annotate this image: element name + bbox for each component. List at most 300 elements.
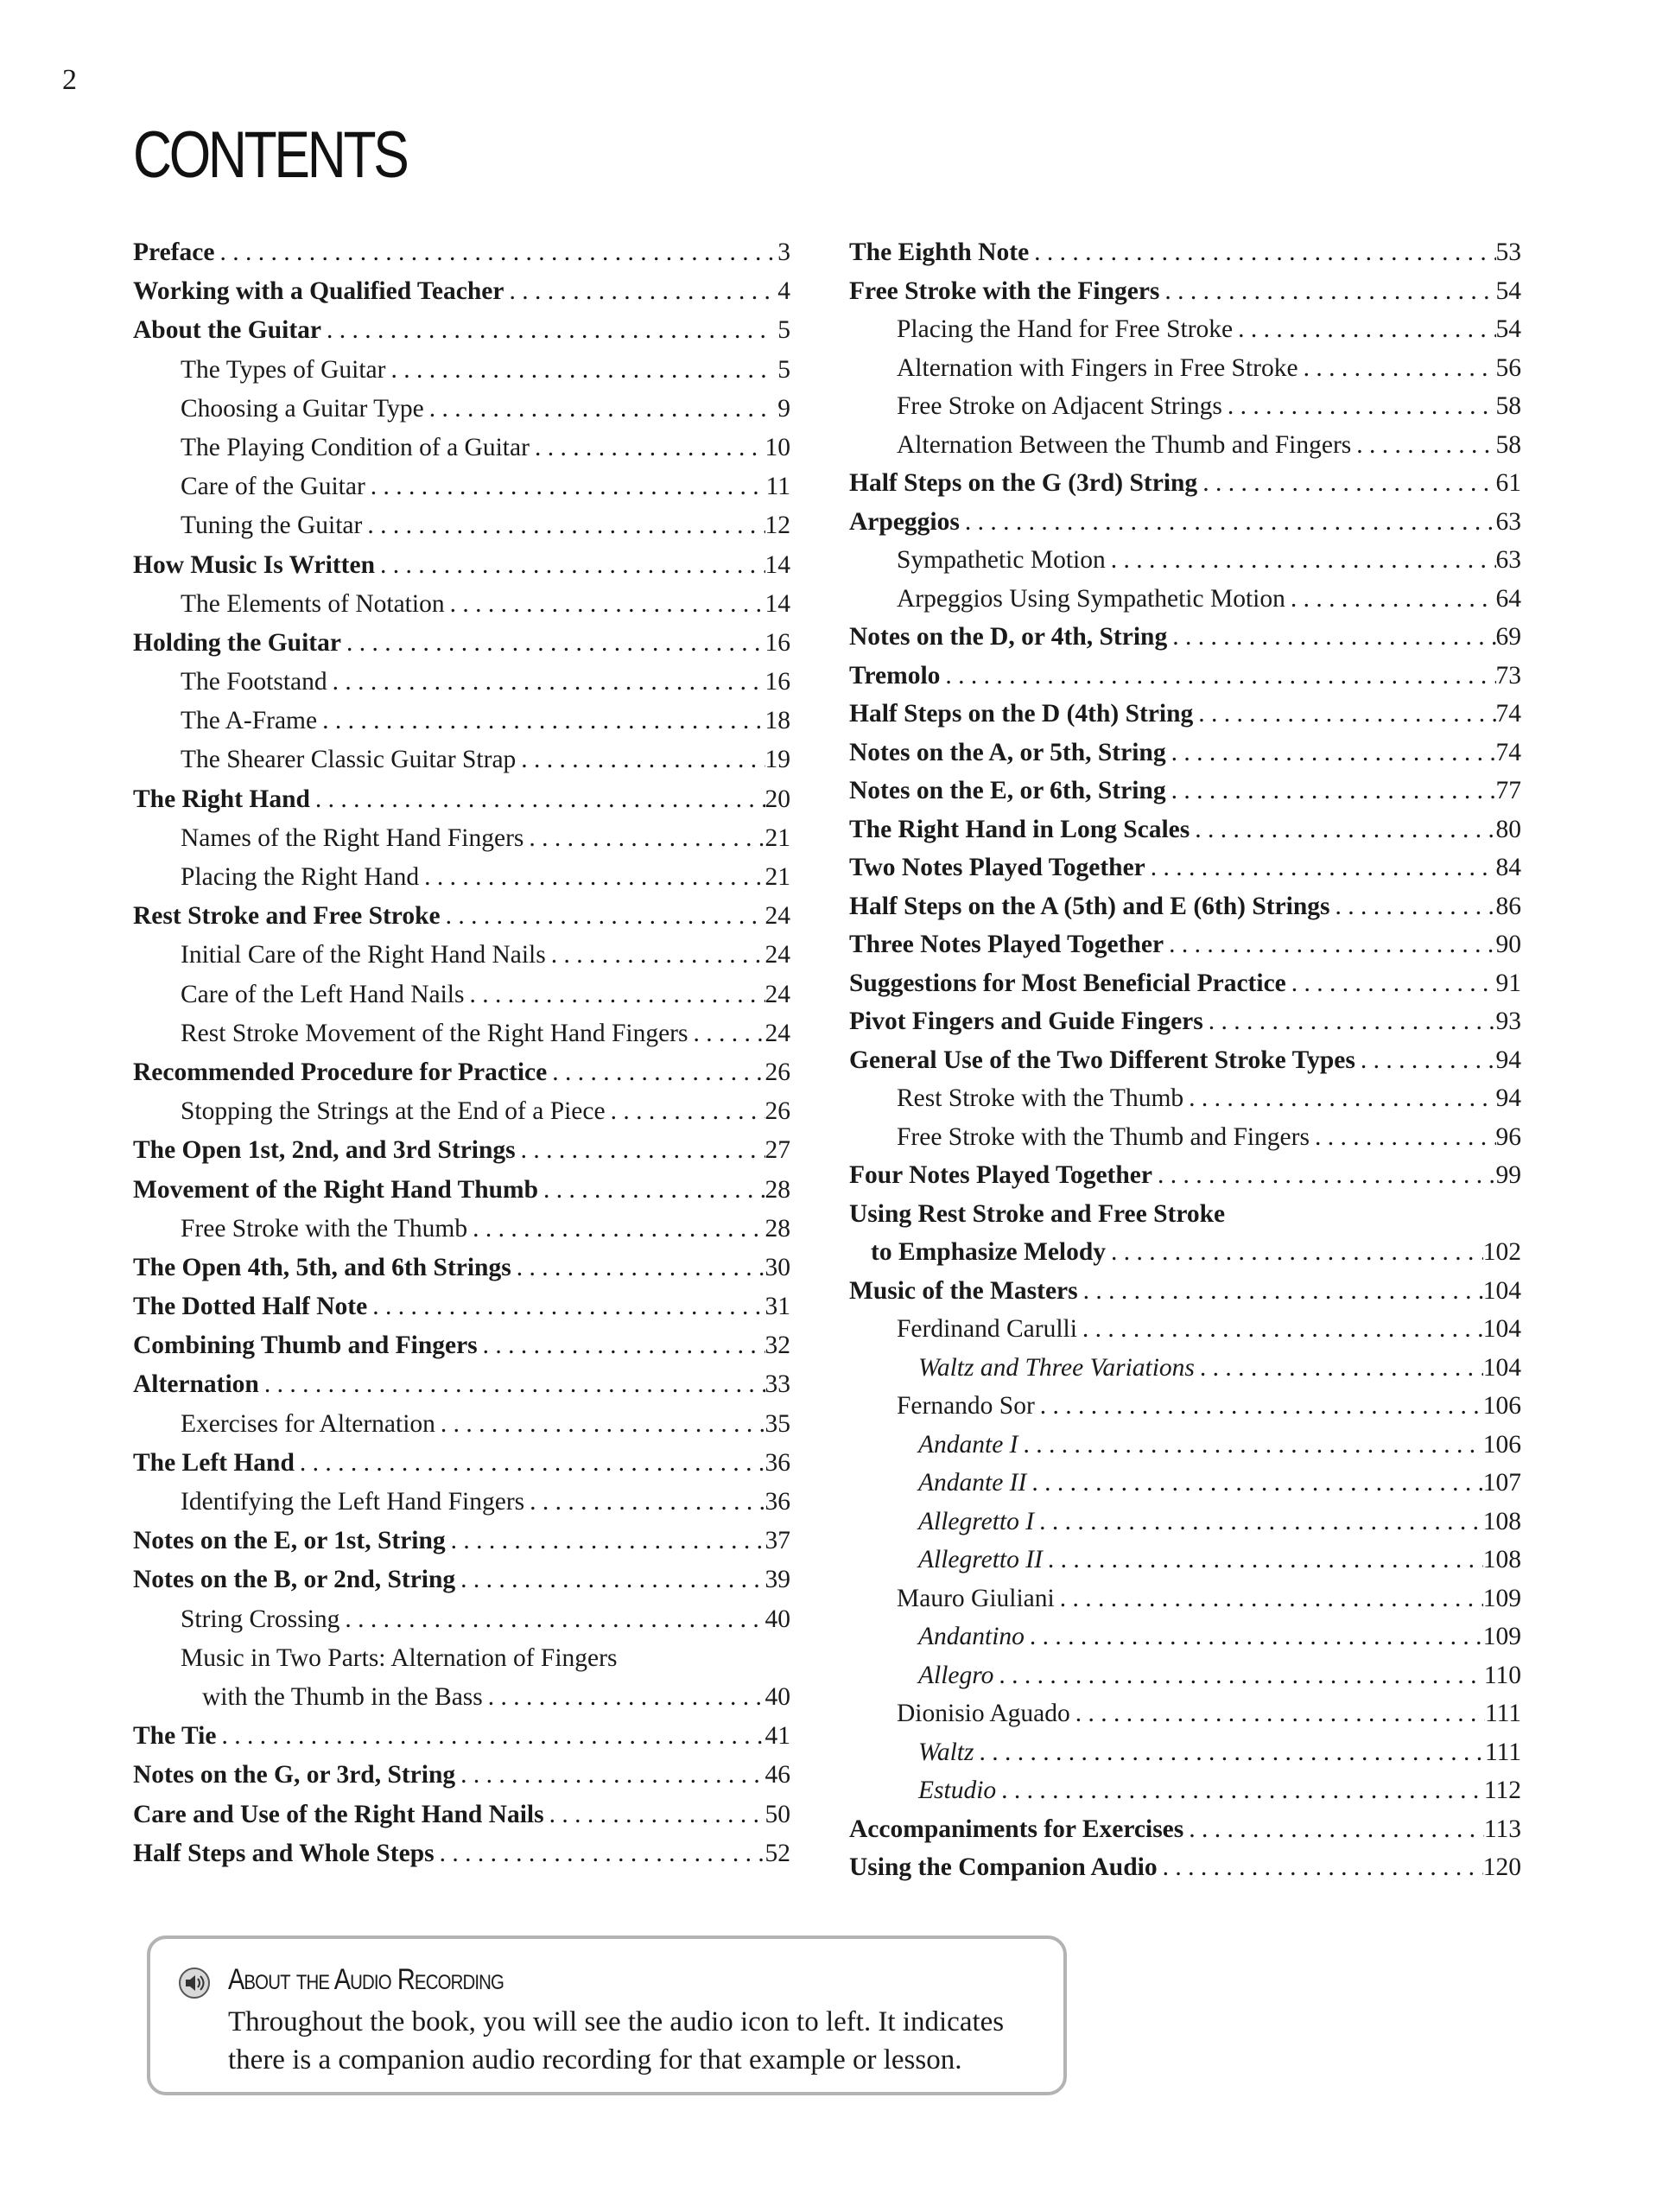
toc-entry-title: Half Steps on the D (4th) String — [849, 700, 1194, 728]
dot-leader — [327, 663, 765, 702]
dot-leader — [516, 1131, 765, 1170]
toc-entry-title: Care of the Left Hand Nails — [181, 980, 465, 1008]
toc-entry-page: 111 — [1484, 1738, 1521, 1766]
dot-leader — [1034, 1503, 1483, 1541]
toc-entry — [133, 1053, 790, 1092]
toc-entry-title: Three Notes Played Together — [849, 931, 1164, 958]
toc-entry — [133, 1522, 790, 1560]
dot-leader — [1026, 1464, 1482, 1503]
dot-leader — [1077, 1310, 1483, 1349]
toc-entry — [133, 1131, 790, 1170]
toc-entry — [849, 1733, 1521, 1772]
toc-entry — [133, 546, 790, 585]
toc-entry — [849, 1310, 1521, 1349]
toc-entry-title: Dionisio Aguado — [897, 1700, 1070, 1727]
dot-leader — [1193, 695, 1495, 734]
toc-entry — [849, 349, 1521, 388]
toc-entry-page: 91 — [1495, 969, 1521, 997]
toc-entry-page: 24 — [765, 902, 790, 931]
toc-entry-page: 112 — [1483, 1777, 1521, 1804]
toc-entry — [133, 1600, 790, 1639]
toc-entry-title: Working with a Qualified Teacher — [133, 277, 504, 306]
toc-entry — [849, 233, 1521, 272]
toc-entry — [133, 741, 790, 779]
toc-entry-title: Fernando Sor — [897, 1392, 1035, 1420]
dot-leader — [1310, 1118, 1496, 1157]
dot-leader — [441, 897, 765, 936]
toc-entry — [849, 1771, 1521, 1810]
toc-entry — [849, 1618, 1521, 1656]
toc-entry-page: 80 — [1495, 815, 1521, 843]
toc-entry-title: Placing the Hand for Free Stroke — [897, 315, 1234, 343]
toc-entry-title: Andantino — [918, 1623, 1025, 1650]
toc-entry-title: Placing the Right Hand — [181, 863, 420, 891]
audio-recording-note — [147, 1936, 1067, 2095]
toc-entry-page: 12 — [765, 512, 790, 540]
toc-entry-page: 21 — [765, 823, 790, 852]
toc-entry-page: 108 — [1482, 1507, 1521, 1535]
toc-entry — [133, 976, 790, 1014]
toc-entry — [849, 580, 1521, 619]
toc-entry — [133, 1326, 790, 1365]
toc-entry-title: The Footstand — [181, 668, 327, 696]
toc-entry-title: Notes on the E, or 6th, String — [849, 777, 1166, 804]
toc-entry-page: 31 — [765, 1293, 790, 1321]
toc-entry-page: 37 — [765, 1527, 790, 1555]
dot-leader — [530, 429, 765, 467]
dot-leader — [424, 390, 773, 429]
toc-entry-page: 64 — [1495, 584, 1521, 613]
dot-leader — [1018, 1426, 1483, 1465]
dot-leader — [1078, 1272, 1483, 1311]
toc-entry-title: The Right Hand in Long Scales — [849, 815, 1190, 843]
toc-entry-page: 33 — [765, 1370, 790, 1399]
toc-entry-page: 63 — [1495, 507, 1521, 536]
toc-entry — [133, 897, 790, 936]
toc-entry — [133, 858, 790, 897]
toc-entry — [849, 1079, 1521, 1118]
toc-entry-page: 54 — [1495, 315, 1521, 343]
toc-entry-title: General Use of the Two Different Stroke Types — [849, 1046, 1355, 1074]
toc-entry — [133, 1444, 790, 1483]
toc-entry-page: 46 — [765, 1761, 790, 1789]
toc-entry-title: About the Guitar — [133, 316, 321, 345]
dot-leader — [310, 780, 765, 819]
toc-entry-title: Rest Stroke and Free Stroke — [133, 902, 441, 931]
dot-leader — [1190, 810, 1495, 849]
toc-entry-title: Rest Stroke with the Thumb — [897, 1084, 1184, 1112]
toc-entry-page: 39 — [765, 1566, 790, 1594]
toc-entry-page: 74 — [1495, 738, 1521, 766]
dot-leader — [339, 1600, 765, 1639]
toc-entry-title: Using the Companion Audio — [849, 1853, 1158, 1881]
dot-leader — [362, 506, 765, 545]
toc-entry-page: 110 — [1483, 1661, 1521, 1689]
toc-entry — [133, 351, 790, 390]
dot-leader — [1183, 1079, 1495, 1118]
toc-entry-page: 36 — [765, 1488, 790, 1516]
toc-entry-page: 106 — [1482, 1392, 1521, 1420]
dot-leader — [1159, 272, 1495, 311]
toc-entry-title: with the Thumb in the Bass — [202, 1682, 483, 1711]
toc-entry-title: Preface — [133, 238, 215, 266]
speaker-icon — [178, 1967, 211, 1999]
toc-entry — [133, 1249, 790, 1287]
toc-entry — [849, 964, 1521, 1003]
toc-entry-title: Half Steps on the G (3rd) String — [849, 469, 1198, 497]
toc-entry-page: 61 — [1495, 469, 1521, 497]
toc-entry-title: Waltz and Three Variations — [918, 1353, 1195, 1382]
toc-entry — [849, 464, 1521, 503]
page-number: 2 — [62, 64, 77, 96]
toc-entry-page: 3 — [777, 238, 790, 266]
toc-entry-title: Names of the Right Hand Fingers — [181, 823, 524, 852]
toc-entry — [849, 657, 1521, 696]
dot-leader — [1233, 310, 1495, 349]
dot-leader — [1286, 964, 1496, 1003]
toc-entry-page: 94 — [1495, 1046, 1521, 1074]
toc-entry — [849, 272, 1521, 311]
toc-entry-page: 40 — [765, 1605, 790, 1633]
toc-entry-page: 104 — [1482, 1276, 1521, 1305]
toc-entry-page: 111 — [1484, 1700, 1521, 1727]
toc-entry-page: 52 — [765, 1839, 790, 1867]
toc-entry-page: 56 — [1495, 353, 1521, 382]
dot-leader — [216, 1717, 765, 1756]
toc-entry — [849, 503, 1521, 542]
toc-entry-title: Free Stroke with the Fingers — [849, 276, 1160, 305]
dot-leader — [1029, 233, 1495, 272]
toc-entry-title: The Shearer Classic Guitar Strap — [181, 746, 517, 774]
toc-entry-page: 69 — [1495, 623, 1521, 651]
toc-entry-title: Half Steps on the A (5th) and E (6th) Strings — [849, 892, 1330, 920]
toc-entry-page: 86 — [1495, 892, 1521, 920]
dot-leader — [446, 1522, 765, 1560]
dot-leader — [1055, 1580, 1483, 1618]
toc-entry-page: 50 — [765, 1800, 790, 1828]
dot-leader — [516, 741, 765, 779]
toc-entry-page: 14 — [765, 550, 790, 579]
toc-entry-page: 9 — [777, 394, 790, 423]
dot-leader — [974, 1733, 1485, 1772]
toc-entry — [133, 429, 790, 467]
toc-entry — [849, 1848, 1521, 1887]
dot-leader — [435, 1405, 765, 1444]
dot-leader — [1070, 1694, 1485, 1733]
toc-entry-page: 4 — [777, 277, 790, 306]
toc-entry-title: Tuning the Guitar — [181, 512, 363, 540]
toc-entry — [849, 387, 1521, 426]
toc-entry-title: Arpeggios Using Sympathetic Motion — [897, 584, 1285, 613]
toc-entry-page: 107 — [1482, 1469, 1521, 1497]
toc-entry — [133, 1210, 790, 1249]
dot-leader — [214, 233, 773, 272]
toc-entry — [133, 272, 790, 311]
audio-description: Throughout the book, you will see the audio icon to left. It indicates there is a companion audio recording for that example or lesson. — [228, 2006, 1005, 2075]
dot-leader — [478, 1326, 765, 1365]
toc-entry-title: Accompaniments for Exercises — [849, 1815, 1184, 1843]
dot-leader — [523, 819, 765, 858]
toc-entry — [849, 541, 1521, 580]
toc-entry-page: 104 — [1482, 1353, 1521, 1382]
toc-entry-title: Mauro Giuliani — [897, 1584, 1055, 1612]
dot-leader — [940, 657, 1495, 696]
toc-entry-page: 27 — [765, 1136, 790, 1165]
dot-leader — [1285, 580, 1496, 619]
dot-leader — [455, 1756, 765, 1795]
toc-entry — [849, 1656, 1521, 1695]
toc-entry — [133, 311, 790, 350]
dot-leader — [688, 1014, 765, 1053]
toc-entry-title: The Playing Condition of a Guitar — [181, 433, 530, 461]
toc-entry — [849, 887, 1521, 926]
toc-entry-title: Free Stroke on Adjacent Strings — [897, 392, 1222, 420]
dot-leader — [483, 1678, 765, 1717]
toc-entry-title: Choosing a Guitar Type — [181, 394, 424, 423]
toc-entry-page: 74 — [1495, 700, 1521, 728]
toc-entry — [849, 1464, 1521, 1503]
toc-entry-title: The Open 4th, 5th, and 6th Strings — [133, 1253, 511, 1281]
toc-entry-title: The Eighth Note — [849, 238, 1030, 266]
toc-entry-title: The Elements of Notation — [181, 589, 445, 618]
toc-entry-page: 16 — [765, 628, 790, 657]
toc-entry-page: 24 — [765, 980, 790, 1008]
toc-entry-page: 5 — [777, 316, 790, 345]
dot-leader — [1035, 1387, 1483, 1426]
toc-entry-title: Half Steps and Whole Steps — [133, 1839, 435, 1867]
toc-entry-page: 14 — [765, 589, 790, 618]
toc-entry — [849, 772, 1521, 810]
toc-entry — [849, 310, 1521, 349]
toc-entry — [133, 702, 790, 741]
toc-entry — [133, 1287, 790, 1326]
toc-entry-title: The Types of Guitar — [181, 355, 386, 384]
toc-entry-title: Waltz — [918, 1738, 974, 1766]
dot-leader — [1167, 618, 1495, 657]
toc-entry-title: Suggestions for Most Beneficial Practice — [849, 969, 1286, 997]
dot-leader — [538, 1171, 765, 1210]
toc-entry-title: Free Stroke with the Thumb — [181, 1214, 468, 1243]
toc-entry-page: 109 — [1482, 1584, 1521, 1612]
dot-leader — [996, 1771, 1484, 1810]
toc-entry-page: 109 — [1482, 1623, 1521, 1650]
toc-entry-title: Tremolo — [849, 661, 941, 690]
dot-leader — [1355, 1041, 1496, 1080]
toc-entry-title: Holding the Guitar — [133, 628, 341, 657]
toc-entry-title: Two Notes Played Together — [849, 854, 1145, 881]
dot-leader — [321, 311, 773, 350]
toc-entry — [133, 1560, 790, 1599]
dot-leader — [546, 936, 765, 975]
toc-entry-page: 16 — [765, 668, 790, 696]
dot-leader — [1166, 734, 1496, 772]
toc-entry-title: Estudio — [918, 1777, 997, 1804]
toc-entry-title: Stopping the Strings at the End of a Piece — [181, 1097, 606, 1126]
toc-entry-title: Notes on the G, or 3rd, String — [133, 1761, 456, 1789]
dot-leader — [606, 1092, 765, 1131]
dot-leader — [464, 976, 765, 1014]
toc-entry-title: Notes on the D, or 4th, String — [849, 623, 1168, 651]
toc-entry-title: The Dotted Half Note — [133, 1293, 368, 1321]
toc-entry-title: Rest Stroke Movement of the Right Hand Fingers — [181, 1019, 688, 1047]
toc-entry-page: 40 — [765, 1682, 790, 1711]
toc-entry-title: The Open 1st, 2nd, and 3rd Strings — [133, 1136, 516, 1165]
toc-entry — [849, 1195, 1521, 1234]
toc-entry — [849, 1541, 1521, 1580]
toc-entry — [849, 1349, 1521, 1388]
toc-entry-title: How Music Is Written — [133, 550, 375, 579]
toc-entry-page: 58 — [1495, 392, 1521, 420]
toc-entry-title: Identifying the Left Hand Fingers — [181, 1488, 525, 1516]
toc-entry-title: Alternation Between the Thumb and Fingers — [897, 430, 1352, 459]
dot-leader — [1197, 464, 1495, 503]
toc-entry-title: String Crossing — [181, 1605, 340, 1633]
toc-entry-page: 73 — [1495, 661, 1521, 690]
toc-entry — [849, 1503, 1521, 1541]
toc-entry-title: Alternation with Fingers in Free Stroke — [897, 353, 1298, 382]
toc-entry — [133, 1796, 790, 1834]
toc-entry — [849, 810, 1521, 849]
dot-leader — [1329, 887, 1495, 926]
toc-right-column — [849, 233, 1521, 1887]
dot-leader — [259, 1365, 765, 1404]
toc-entry-title: Using Rest Stroke and Free Stroke — [849, 1199, 1226, 1228]
dot-leader — [1164, 925, 1495, 964]
dot-leader — [1203, 1002, 1496, 1041]
dot-leader — [1043, 1541, 1483, 1580]
toc-entry-title: Care and Use of the Right Hand Nails — [133, 1800, 544, 1828]
toc-entry — [849, 1426, 1521, 1465]
audio-heading: About the Audio Recording — [228, 1963, 504, 1996]
dot-leader — [1152, 1156, 1496, 1195]
toc-entry — [133, 1639, 790, 1678]
toc-entry — [133, 1092, 790, 1131]
toc-entry-page: 120 — [1482, 1853, 1521, 1881]
dot-leader — [547, 1053, 765, 1092]
toc-entry-title: Sympathetic Motion — [897, 546, 1106, 574]
toc-entry-page: 90 — [1495, 931, 1521, 958]
toc-entry-title: Ferdinand Carulli — [897, 1315, 1077, 1343]
dot-leader — [993, 1656, 1483, 1695]
toc-entry-page: 26 — [765, 1097, 790, 1126]
toc-entry — [849, 1156, 1521, 1195]
toc-entry-title: Care of the Guitar — [181, 473, 365, 501]
toc-entry-page: 96 — [1495, 1122, 1521, 1151]
toc-entry — [133, 1717, 790, 1756]
toc-entry-page: 5 — [777, 355, 790, 384]
toc-entry-page: 24 — [765, 941, 790, 969]
toc-entry-page: 54 — [1495, 276, 1521, 305]
dot-leader — [375, 546, 765, 585]
toc-entry — [133, 1834, 790, 1873]
dot-leader — [419, 858, 765, 897]
toc-entry-page: 36 — [765, 1448, 790, 1477]
dot-leader — [317, 702, 765, 741]
toc-entry — [849, 1233, 1521, 1272]
toc-entry-page: 28 — [765, 1214, 790, 1243]
toc-entry-page: 32 — [765, 1332, 790, 1360]
toc-entry — [133, 780, 790, 819]
toc-entry — [133, 1171, 790, 1210]
toc-entry — [133, 506, 790, 545]
toc-entry-page: 35 — [765, 1409, 790, 1438]
toc-entry — [849, 849, 1521, 887]
toc-entry-title: Exercises for Alternation — [181, 1409, 435, 1438]
toc-entry — [849, 1580, 1521, 1618]
toc-entry-page: 19 — [765, 746, 790, 774]
toc-entry-title: Music of the Masters — [849, 1276, 1078, 1305]
toc-entry-page: 113 — [1483, 1815, 1521, 1843]
toc-entry-page: 28 — [765, 1175, 790, 1204]
toc-entry-page: 18 — [765, 707, 790, 735]
toc-entry-title: Allegretto II — [918, 1546, 1043, 1573]
toc-entry — [133, 585, 790, 624]
toc-entry — [133, 390, 790, 429]
toc-entry-page: 20 — [765, 785, 790, 813]
toc-entry-page: 108 — [1482, 1546, 1521, 1573]
toc-entry — [849, 1118, 1521, 1157]
toc-entry-page: 99 — [1495, 1161, 1521, 1189]
toc-entry — [849, 618, 1521, 657]
toc-entry-page: 93 — [1495, 1007, 1521, 1035]
toc-entry — [133, 233, 790, 272]
dot-leader — [1106, 1233, 1483, 1272]
toc-entry-title: Andante I — [918, 1430, 1018, 1459]
dot-leader — [1145, 849, 1496, 887]
dot-leader — [1222, 387, 1496, 426]
toc-entry-page: 24 — [765, 1019, 790, 1047]
toc-entry-page: 63 — [1495, 546, 1521, 574]
toc-entry-page: 11 — [765, 473, 790, 501]
dot-leader — [467, 1210, 765, 1249]
toc-entry — [133, 1014, 790, 1053]
dot-leader — [365, 467, 766, 506]
toc-entry — [133, 663, 790, 702]
toc-entry-title: Pivot Fingers and Guide Fingers — [849, 1007, 1203, 1035]
toc-entry-page: 106 — [1482, 1430, 1521, 1459]
dot-leader — [1351, 426, 1495, 465]
toc-entry — [133, 467, 790, 506]
toc-entry-title: to Emphasize Melody — [871, 1238, 1107, 1266]
toc-entry-title: Alternation — [133, 1370, 259, 1399]
dot-leader — [1166, 772, 1496, 810]
toc-entry — [133, 1405, 790, 1444]
dot-leader — [1195, 1349, 1483, 1388]
toc-entry — [133, 819, 790, 858]
toc-entry — [849, 925, 1521, 964]
toc-entry-page: 21 — [765, 863, 790, 891]
dot-leader — [455, 1560, 765, 1599]
dot-leader — [544, 1796, 765, 1834]
toc-entry — [849, 426, 1521, 465]
toc-entry-page: 26 — [765, 1058, 790, 1086]
toc-entry-title: Initial Care of the Right Hand Nails — [181, 941, 546, 969]
toc-entry-page: 58 — [1495, 430, 1521, 459]
toc-entry-page: 77 — [1495, 777, 1521, 804]
toc-entry-title: Notes on the B, or 2nd, String — [133, 1566, 456, 1594]
dot-leader — [341, 624, 765, 663]
dot-leader — [1298, 349, 1496, 388]
toc-entry — [133, 1678, 790, 1717]
dot-leader — [435, 1834, 765, 1873]
dot-leader — [524, 1483, 765, 1522]
toc-entry — [133, 624, 790, 663]
page-title: CONTENTS — [133, 118, 407, 192]
toc-entry-title: Arpeggios — [849, 507, 960, 536]
toc-entry-title: Notes on the E, or 1st, String — [133, 1527, 446, 1555]
dot-leader — [1025, 1618, 1483, 1656]
toc-entry-title: The A-Frame — [181, 707, 318, 735]
